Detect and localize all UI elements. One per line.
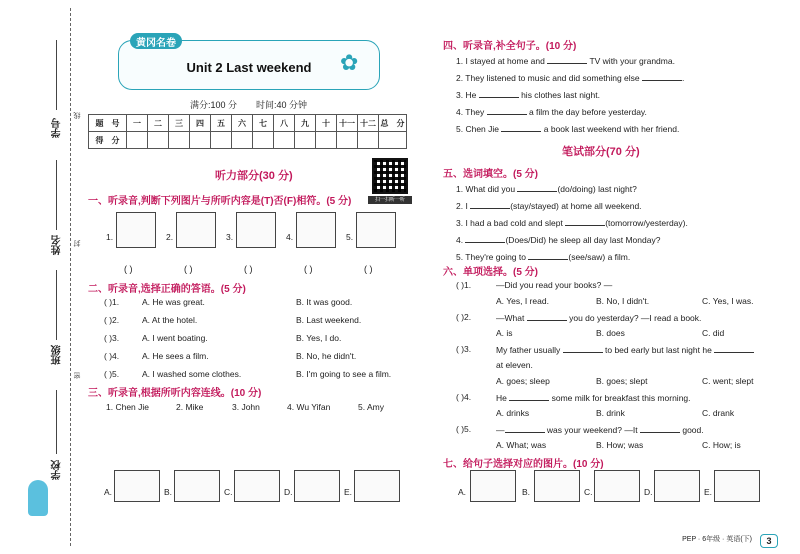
s6-q1-no[interactable]: ( )1. — [456, 280, 472, 290]
s2-q1-no[interactable]: ( )1. — [104, 297, 120, 307]
s5-blank-5[interactable] — [528, 251, 568, 260]
student-no-field[interactable] — [56, 40, 57, 110]
s2-q4-no[interactable]: ( )4. — [104, 351, 120, 361]
s1-picture-1 — [116, 212, 156, 248]
s2-q1-option-b: B. It was good. — [296, 297, 353, 307]
score-input-cell[interactable] — [148, 132, 169, 149]
score-table-header-row — [89, 115, 407, 132]
s6-q2-option-a: A. is — [496, 328, 513, 338]
s7-letter-d: D. — [644, 487, 653, 497]
s7-letter-b: B. — [522, 487, 531, 497]
seal-mark: 封 — [74, 240, 81, 247]
s1-num-1: 1. — [106, 232, 114, 242]
s1-num-5: 5. — [346, 232, 354, 242]
s4-line-3 — [456, 89, 600, 100]
s7-picture-c[interactable] — [594, 470, 640, 502]
s6-q3-cont: at eleven. — [496, 360, 533, 370]
s2-q1-option-a: A. He was great. — [142, 297, 205, 307]
s3-name-5[interactable]: 5. Amy — [358, 402, 384, 412]
s4-line-2-pre: 2. They listened to music and did something else — [456, 73, 640, 83]
school-field[interactable] — [56, 390, 57, 454]
score-input-cell[interactable] — [232, 132, 253, 149]
s5-line-5-post: (see/saw) a film. — [568, 252, 631, 262]
section-5-title: 五、选词填空。(5 分) — [443, 169, 538, 180]
brand-logo: 黄冈名卷 — [130, 33, 182, 49]
score-table-score-row — [89, 132, 407, 149]
score-input-cell[interactable] — [295, 132, 316, 149]
score-table-cell: 三 — [169, 115, 190, 132]
s5-line-2-post: (stay/stayed) at home all weekend. — [510, 201, 642, 211]
s1-answer-4[interactable]: ( ) — [304, 264, 313, 274]
score-input-cell[interactable] — [211, 132, 232, 149]
section-3-title: 三、听录音,根据所听内容连线。(10 分) — [88, 388, 262, 399]
s6-q1-option-a: A. Yes, I read. — [496, 296, 549, 306]
s7-picture-e[interactable] — [714, 470, 760, 502]
s5-blank-4[interactable] — [465, 234, 505, 243]
s6-q4-blank[interactable] — [509, 392, 549, 401]
s3-letter-c: C. — [224, 487, 233, 497]
section-2-title: 二、听录音,选择正确的答语。(5 分) — [88, 284, 246, 295]
rabbit-mascot-icon: ✿ — [340, 50, 359, 75]
section-7-title: 七、给句子选择对应的图片。(10 分) — [443, 459, 604, 470]
footer-text: PEP · 6年级 · 英语(下) — [682, 536, 752, 543]
s6-q3-blank-1[interactable] — [563, 344, 603, 353]
s7-picture-a[interactable] — [470, 470, 516, 502]
s6-q5-mid: was your weekend? —It — [546, 425, 638, 435]
score-table-cell: 五 — [211, 115, 232, 132]
s7-picture-b[interactable] — [534, 470, 580, 502]
s6-q3-text — [496, 344, 754, 355]
s6-q3-blank-2[interactable] — [714, 344, 754, 353]
s4-line-1-post: TV with your grandma. — [589, 56, 675, 66]
student-no-label: 学号 — [52, 118, 63, 138]
score-table-cell: 六 — [232, 115, 253, 132]
s5-line-3-pre: 3. I had a bad cold and slept — [456, 218, 563, 228]
s5-line-5-pre: 5. They're going to — [456, 252, 526, 262]
score-input-cell[interactable] — [337, 132, 358, 149]
s6-q4-post: some milk for breakfast this morning. — [551, 393, 691, 403]
s5-line-2 — [456, 200, 642, 211]
s6-q3-pre: My father usually — [496, 345, 561, 355]
s4-line-5 — [456, 123, 679, 134]
score-input-cell[interactable] — [190, 132, 211, 149]
section-1-title: 一、听录音,判断下列图片与所听内容是(T)否(F)相符。(5 分) — [88, 196, 352, 207]
s6-q3-no[interactable]: ( )3. — [456, 344, 472, 354]
s5-blank-2[interactable] — [470, 200, 510, 209]
score-table-cell: 十一 — [337, 115, 358, 132]
s3-letter-a: A. — [104, 487, 113, 497]
s6-q2-text — [496, 312, 701, 323]
score-table-cell: 总 分 — [379, 115, 407, 132]
s6-q1-text: —Did you read your books? — — [496, 280, 613, 290]
s7-letter-e: E. — [704, 487, 713, 497]
s2-q3-option-b: B. Yes, I do. — [296, 333, 342, 343]
s1-picture-4 — [296, 212, 336, 248]
s4-blank-2[interactable] — [642, 72, 685, 83]
s5-line-1-post: (do/doing) last night? — [557, 184, 637, 194]
s6-q2-option-c: C. did — [702, 328, 725, 338]
s6-q5-text — [496, 424, 704, 435]
s5-line-3-post: (tomorrow/yesterday). — [605, 218, 688, 228]
s6-q3-option-c: C. went; slept — [702, 376, 754, 386]
binding-margin — [0, 0, 82, 554]
line-mark: 线 — [74, 112, 81, 119]
s1-num-3: 3. — [226, 232, 234, 242]
s6-q5-option-c: C. How; is — [702, 440, 741, 450]
qr-code-icon[interactable] — [372, 158, 408, 194]
s7-letter-a: A. — [458, 487, 467, 497]
s2-q2-option-b: B. Last weekend. — [296, 315, 362, 325]
score-input-cell[interactable] — [127, 132, 148, 149]
s3-name-1[interactable]: 1. Chen Jie — [106, 402, 149, 412]
s6-q3-mid: to bed early but last night he — [605, 345, 712, 355]
s2-q5-option-a: A. I washed some clothes. — [142, 369, 242, 379]
s3-picture-a[interactable] — [114, 470, 160, 502]
score-input-cell[interactable] — [253, 132, 274, 149]
s5-line-1-pre: 1. What did you — [456, 184, 516, 194]
score-table-cell: 七 — [253, 115, 274, 132]
score-table-cell: 九 — [295, 115, 316, 132]
full-score: 满分:100 分 — [190, 100, 238, 110]
s3-picture-d[interactable] — [294, 470, 340, 502]
score-table-cell: 四 — [190, 115, 211, 132]
s3-letter-b: B. — [164, 487, 173, 497]
s1-answer-2[interactable]: ( ) — [184, 264, 193, 274]
score-input-cell[interactable] — [316, 132, 337, 149]
score-input-cell[interactable] — [379, 132, 407, 149]
s1-num-4: 4. — [286, 232, 294, 242]
mascot-icon — [28, 480, 48, 516]
s6-q2-option-b: B. does — [596, 328, 625, 338]
section-4-title: 四、听录音,补全句子。(10 分) — [443, 41, 577, 52]
s3-letter-d: D. — [284, 487, 293, 497]
s1-answer-1[interactable]: ( ) — [124, 264, 133, 274]
fold-line — [70, 8, 71, 546]
close-mark: 密 — [74, 372, 81, 379]
unit-title: Unit 2 Last weekend — [186, 60, 312, 75]
s2-q2-option-a: A. At the hotel. — [142, 315, 198, 325]
s4-line-5-post: a book last weekend with her friend. — [543, 124, 680, 134]
s4-line-2 — [456, 72, 684, 83]
s2-q4-option-b: B. No, he didn't. — [296, 351, 357, 361]
s5-line-2-pre: 2. I — [456, 201, 468, 211]
score-table-cell: 题 号 — [89, 115, 127, 132]
s6-q5-option-a: A. What; was — [496, 440, 547, 450]
s4-line-5-pre: 5. Chen Jie — [456, 124, 499, 134]
s4-line-3-pre: 3. He — [456, 90, 477, 100]
s6-q4-text — [496, 392, 691, 403]
s6-q4-option-b: B. drink — [596, 408, 625, 418]
s5-line-5 — [456, 251, 630, 262]
qr-caption: 扫一扫听一听 — [368, 196, 412, 204]
s1-answer-5[interactable]: ( ) — [364, 264, 373, 274]
s4-line-4 — [456, 106, 647, 117]
name-label: 姓名 — [52, 235, 63, 255]
score-table — [88, 114, 407, 149]
s5-blank-1[interactable] — [517, 183, 557, 192]
s2-q3-no[interactable]: ( )3. — [104, 333, 120, 343]
s6-q5-blank-2[interactable] — [640, 424, 680, 433]
s7-letter-c: C. — [584, 487, 593, 497]
s1-num-2: 2. — [166, 232, 174, 242]
s5-line-1 — [456, 183, 637, 194]
s1-picture-2 — [176, 212, 216, 248]
score-input-cell[interactable] — [274, 132, 295, 149]
s5-line-4 — [456, 234, 660, 245]
section-6-title: 六、单项选择。(5 分) — [443, 267, 538, 278]
s1-picture-3 — [236, 212, 276, 248]
listening-part-title: 听力部分(30 分) — [215, 170, 293, 182]
score-row-label: 得 分 — [89, 132, 127, 149]
name-field[interactable] — [56, 160, 57, 230]
score-table-cell: 一 — [127, 115, 148, 132]
s3-name-3[interactable]: 3. John — [232, 402, 260, 412]
s4-blank-4[interactable] — [487, 106, 527, 115]
s4-line-2-post: . — [682, 73, 685, 83]
s4-line-1 — [456, 55, 675, 66]
score-input-cell[interactable] — [169, 132, 190, 149]
s4-line-4-post: a film the day before yesterday. — [528, 107, 647, 117]
score-table-cell: 十 — [316, 115, 337, 132]
s6-q5-option-b: B. How; was — [596, 440, 644, 450]
s6-q3-option-a: A. goes; sleep — [496, 376, 550, 386]
s3-letter-e: E. — [344, 487, 353, 497]
s1-answer-3[interactable]: ( ) — [244, 264, 253, 274]
score-table-cell: 二 — [148, 115, 169, 132]
s6-q5-no[interactable]: ( )5. — [456, 424, 472, 434]
s2-q5-option-b: B. I'm going to see a film. — [296, 369, 392, 379]
s3-name-2[interactable]: 2. Mike — [176, 402, 204, 412]
s6-q5-blank-1[interactable] — [505, 424, 545, 433]
s6-q3-option-b: B. goes; slept — [596, 376, 648, 386]
s2-q5-no[interactable]: ( )5. — [104, 369, 120, 379]
score-table-cell: 十二 — [358, 115, 379, 132]
s5-line-4-pre: 4. — [456, 235, 464, 245]
s5-line-4-post: (Does/Did) he sleep all day last Monday? — [505, 235, 661, 245]
s6-q1-option-b: B. No, I didn't. — [596, 296, 650, 306]
s4-blank-1[interactable] — [547, 55, 587, 64]
s6-q1-option-c: C. Yes, I was. — [702, 296, 754, 306]
score-input-cell[interactable] — [358, 132, 379, 149]
score-table-cell: 八 — [274, 115, 295, 132]
s5-blank-3[interactable] — [565, 217, 605, 226]
s5-line-3 — [456, 217, 688, 228]
s3-picture-e[interactable] — [354, 470, 400, 502]
s6-q2-blank[interactable] — [527, 312, 567, 321]
s6-q4-no[interactable]: ( )4. — [456, 392, 472, 402]
writing-part-title: 笔试部分(70 分) — [562, 146, 640, 158]
class-field[interactable] — [56, 270, 57, 340]
s4-line-4-pre: 4. They — [456, 107, 485, 117]
s6-q4-pre: He — [496, 393, 507, 403]
s4-line-1-pre: 1. I stayed at home and — [456, 56, 545, 66]
s4-blank-5[interactable] — [501, 123, 541, 132]
s6-q4-option-c: C. drank — [702, 408, 735, 418]
s6-q5-post: good. — [682, 425, 704, 435]
s6-q2-pre: —What — [496, 313, 525, 323]
class-label: 班级 — [52, 345, 63, 365]
s6-q2-post: you do yesterday? —I read a book. — [569, 313, 702, 323]
s7-picture-d[interactable] — [654, 470, 700, 502]
s1-picture-5 — [356, 212, 396, 248]
s6-q4-option-a: A. drinks — [496, 408, 530, 418]
s4-blank-3[interactable] — [479, 89, 519, 98]
exam-time: 时间:40 分钟 — [256, 100, 308, 110]
page-number: 3 — [760, 534, 778, 548]
s6-q5-pre: — — [496, 425, 505, 435]
s3-picture-c[interactable] — [234, 470, 280, 502]
s2-q3-option-a: A. I went boating. — [142, 333, 208, 343]
s2-q4-option-a: A. He sees a film. — [142, 351, 209, 361]
s2-q2-no[interactable]: ( )2. — [104, 315, 120, 325]
school-label: 学校 — [52, 460, 63, 480]
s3-picture-b[interactable] — [174, 470, 220, 502]
s6-q2-no[interactable]: ( )2. — [456, 312, 472, 322]
s3-name-4[interactable]: 4. Wu Yifan — [287, 402, 331, 412]
s4-line-3-post: his clothes last night. — [521, 90, 600, 100]
